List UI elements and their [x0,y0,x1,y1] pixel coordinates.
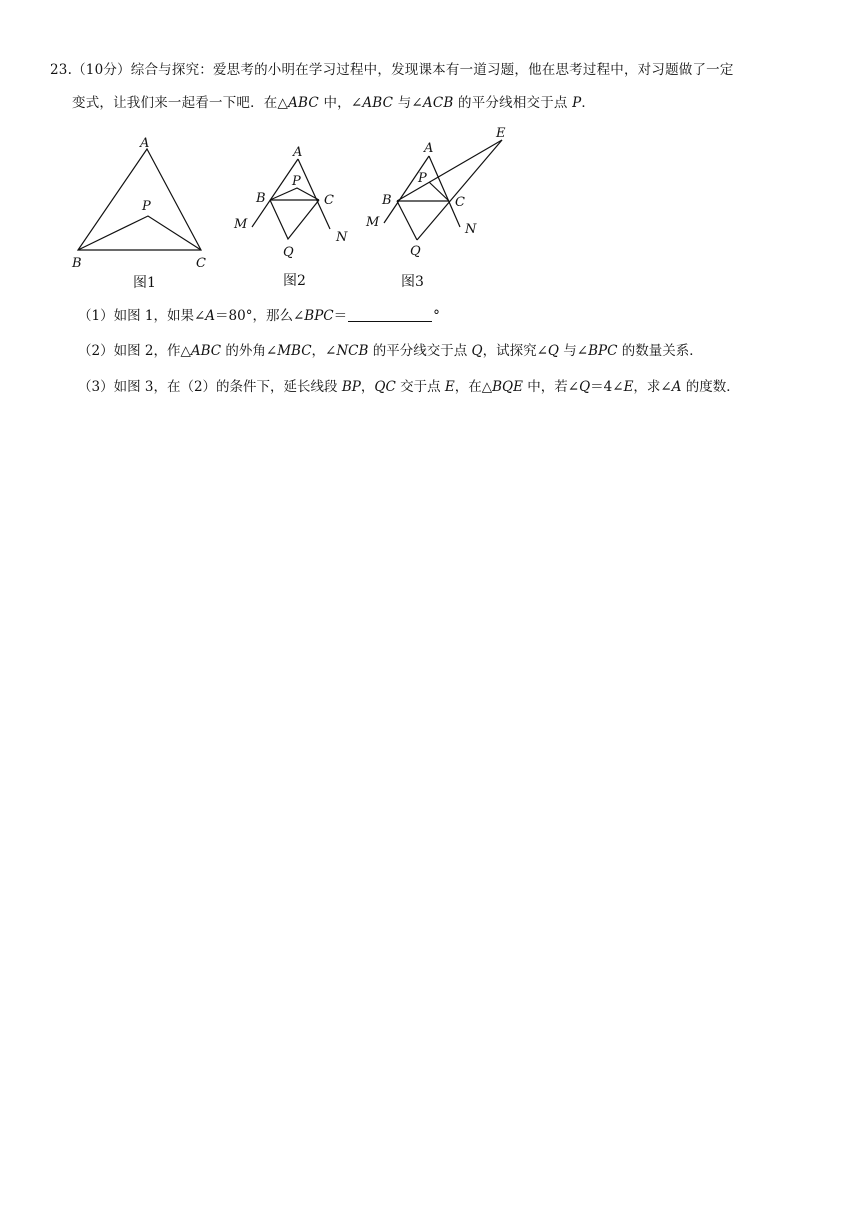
fig2-label-m: M [234,217,248,232]
math-var: BQE [492,379,523,395]
part-text: （1）如图 1，如果∠ [78,308,206,324]
stem-text: 中，∠ [318,95,363,111]
part-text: ，求∠ [633,379,672,395]
fig3-label-p: P [418,171,427,186]
question-number: 23. [50,62,73,78]
fig2-caption: 图2 [283,273,306,289]
part-text: （2）如图 2，作△ [78,343,191,359]
part-3 [78,377,740,397]
fig2-angle-bqc [270,200,319,239]
math-var: BP [341,379,361,395]
fig2-label-n: N [336,230,348,245]
fig3-label-q: Q [410,244,421,259]
question-score: （10分） [72,62,131,78]
math-var: BPC [304,308,334,324]
fig2-label-q: Q [283,245,294,260]
fig2-label-b: B [256,191,266,206]
part-text: ，在△ [454,379,493,395]
part-2 [78,341,703,361]
math-var: ABC [362,95,394,111]
part-text: ＝80°，那么∠ [215,308,305,324]
math-var: A [671,379,682,395]
part-text: 交于点 [395,379,445,395]
part-text: ＝4∠ [590,379,624,395]
part-text: 与∠ [558,343,589,359]
stem-text: 变式，让我们来一起看一下吧．在△ [72,95,289,111]
fig1-label-a: A [140,136,150,151]
fig3-label-e: E [496,126,506,141]
part-text: 的外角∠ [221,343,278,359]
math-var: QC [374,379,396,395]
fig1-label-b: B [72,256,82,271]
part-text: ° [433,308,440,324]
part-text: ，∠ [311,343,337,359]
question-stem-line-1 [50,60,734,80]
part-text: 的数量关系． [617,343,703,359]
fig1-triangle-abc [78,149,201,250]
fig3-label-b: B [382,193,392,208]
math-var: A [205,308,216,324]
math-var: Q [547,343,559,359]
part-text: ，试探究∠ [482,343,548,359]
fig3-label-a: A [424,141,434,156]
fig2-label-c: C [324,193,334,208]
part-text: 的度数． [681,379,740,395]
fig3-line-am [384,156,429,223]
fig1-label-p: P [142,199,151,214]
fig3-label-m: M [366,215,380,230]
fig3-caption: 图3 [401,274,424,290]
fig1-label-c: C [196,256,206,271]
part-text: 中，若∠ [522,379,580,395]
math-var: ABC [288,95,319,111]
stem-text: 的平分线相交于点 [453,95,573,111]
question-text: 综合与探究：爱思考的小明在学习过程中，发现课本有一道习题，他在思考过程中，对习题做了一定 [130,62,734,78]
figure-2 [230,140,360,290]
fig3-label-c: C [455,195,465,210]
answer-blank[interactable] [348,307,432,322]
stem-text: ． [581,95,596,111]
math-var: Q [579,379,591,395]
fig2-label-p: P [292,174,301,189]
math-var: P [572,95,582,111]
math-var: MBC [277,343,312,359]
fig3-line-pc [429,182,449,201]
fig1-angle-bpc [78,216,201,250]
math-var: E [623,379,634,395]
part-text: （3）如图 3，在（2）的条件下，延长线段 [78,379,342,395]
math-var: NCB [336,343,369,359]
part-text: 的平分线交于点 [368,343,472,359]
fig3-label-n: N [465,222,477,237]
fig3-line-be [397,140,502,201]
math-var: ABC [190,343,222,359]
fig1-caption: 图1 [133,275,156,291]
stem-text: 与∠ [393,95,423,111]
question-stem-line-2 [72,93,595,113]
figure-1 [60,130,230,295]
math-var: ACB [422,95,454,111]
fig3-line-bq [397,201,417,240]
part-1 [78,306,440,326]
math-var: BPC [588,343,618,359]
part-text: ， [360,379,375,395]
fig2-label-a: A [293,145,303,160]
math-var: E [444,379,455,395]
figure-3 [362,120,522,295]
part-text: ＝ [333,308,348,324]
math-var: Q [471,343,483,359]
